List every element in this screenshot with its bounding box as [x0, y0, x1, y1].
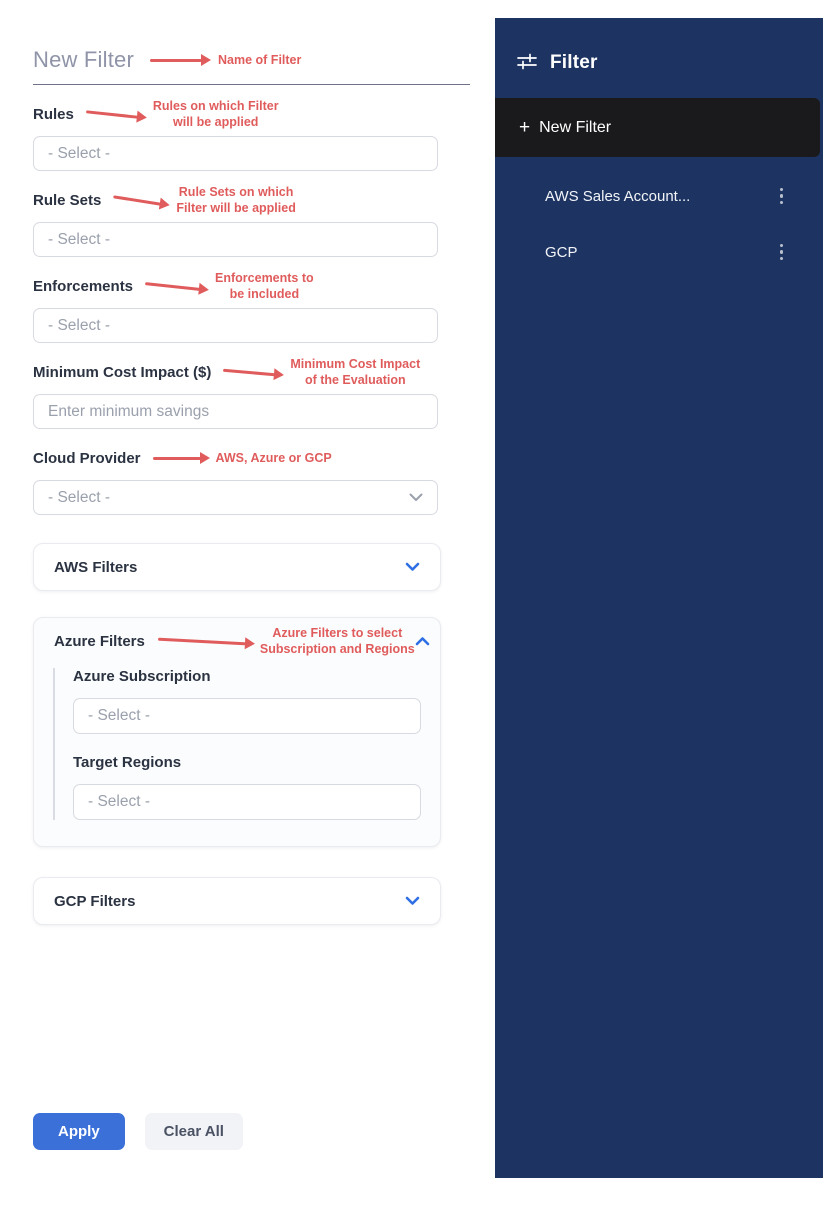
kebab-menu-icon[interactable]	[776, 184, 788, 209]
filter-list	[495, 157, 823, 280]
filter-sidebar	[495, 18, 823, 1178]
enforcements-select[interactable]: - Select -	[33, 308, 438, 343]
field-rule-sets	[33, 184, 496, 257]
field-rules	[33, 98, 496, 171]
rule-sets-label: Rule Sets	[33, 191, 102, 209]
enforcements-label: Enforcements	[33, 277, 134, 295]
gcp-filters-title: GCP Filters	[54, 892, 136, 910]
target-regions-select[interactable]: - Select -	[73, 784, 421, 820]
sliders-icon	[517, 52, 537, 75]
annotation-text: AWS, Azure or GCP	[215, 450, 332, 465]
azure-filters-section	[33, 617, 441, 847]
annotation-text: Enforcements to be included	[215, 270, 314, 301]
annotation-text: Name of Filter	[218, 52, 302, 67]
title-divider	[33, 84, 470, 85]
azure-subscription-label: Azure Subscription	[73, 668, 211, 685]
field-enforcements	[33, 270, 496, 343]
chevron-up-icon[interactable]	[415, 636, 430, 646]
annotation-arrow	[150, 59, 202, 62]
apply-button[interactable]: Apply	[33, 1113, 125, 1150]
page-title: New Filter	[33, 47, 135, 72]
chevron-down-icon	[409, 493, 423, 502]
azure-subscription-select[interactable]: - Select -	[73, 698, 421, 734]
new-filter-button[interactable]	[495, 98, 820, 157]
gcp-filters-header[interactable]	[34, 878, 440, 924]
annotation-arrow	[86, 110, 138, 118]
filter-form	[0, 0, 496, 925]
kebab-menu-icon[interactable]	[776, 240, 788, 265]
plus-icon: +	[519, 117, 531, 138]
chevron-down-icon[interactable]	[405, 562, 420, 572]
filter-item-label: AWS Sales Account...	[545, 187, 691, 205]
sidebar-header	[495, 18, 823, 80]
annotation-arrow	[145, 282, 200, 291]
minimum-cost-impact-label: Minimum Cost Impact ($)	[33, 363, 212, 381]
aws-filters-title: AWS Filters	[54, 558, 138, 576]
annotation-text: Rule Sets on which Filter will be applied	[176, 184, 296, 215]
list-item-aws-sales-account[interactable]	[495, 168, 823, 224]
azure-filters-title: Azure Filters	[54, 632, 145, 650]
minimum-savings-input[interactable]	[33, 394, 438, 429]
annotation-text: Minimum Cost Impact of the Evaluation	[290, 356, 421, 387]
field-azure-subscription	[73, 668, 440, 734]
rule-sets-select[interactable]: - Select -	[33, 222, 438, 257]
annotation-arrow	[113, 195, 161, 205]
sidebar-title: Filter	[550, 52, 598, 73]
field-target-regions	[73, 754, 440, 820]
field-cloud-provider	[33, 450, 496, 515]
azure-filters-header[interactable]	[34, 618, 440, 664]
annotation-text: Rules on which Filter will be applied	[152, 98, 279, 129]
rules-select[interactable]: - Select -	[33, 136, 438, 171]
rules-label: Rules	[33, 105, 74, 123]
cloud-provider-select[interactable]: - Select -	[33, 480, 438, 515]
aws-filters-header[interactable]	[34, 544, 440, 590]
target-regions-label: Target Regions	[73, 754, 182, 771]
aws-filters-section	[33, 543, 441, 591]
clear-all-button[interactable]: Clear All	[145, 1113, 243, 1150]
annotation-arrow	[153, 457, 201, 460]
filter-item-label: GCP	[545, 243, 578, 261]
field-minimum-cost-impact	[33, 356, 496, 429]
form-actions	[33, 1113, 243, 1150]
azure-filters-body	[53, 668, 440, 820]
new-filter-label: New Filter	[539, 118, 612, 136]
annotation-arrow	[158, 637, 246, 645]
title-row	[33, 48, 496, 72]
annotation-arrow	[223, 368, 275, 376]
annotation-text: Azure Filters to select Subscription and Regions	[259, 625, 415, 656]
chevron-down-icon[interactable]	[405, 896, 420, 906]
gcp-filters-section	[33, 877, 441, 925]
list-item-gcp[interactable]	[495, 224, 823, 280]
cloud-provider-label: Cloud Provider	[33, 449, 141, 467]
